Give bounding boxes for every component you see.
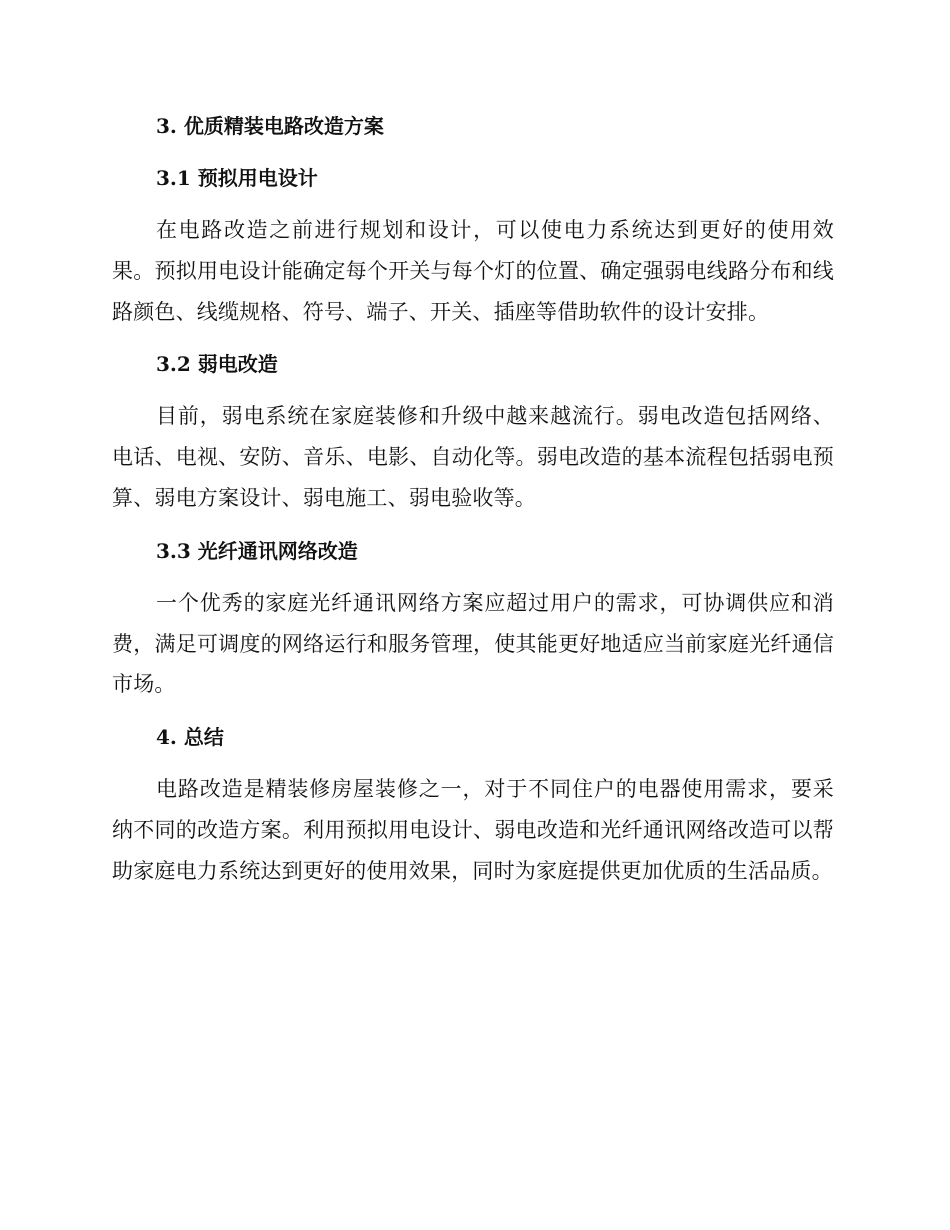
section-paragraph-3-2: 目前，弱电系统在家庭装修和升级中越来越流行。弱电改造包括网络、电话、电视、安防、音乐、电影、自动化等。弱电改造的基本流程包括弱电预算、弱电方案设计、弱电施工、弱电验收等。 <box>112 404 834 510</box>
document-page <box>112 108 834 906</box>
section-heading-3: 3. 优质精装电路改造方案 <box>156 114 384 138</box>
section-paragraph-3-3: 一个优秀的家庭光纤通讯网络方案应超过用户的需求，可协调供应和消费，满足可调度的网络运行和服务管理，使其能更好地适应当前家庭光纤通信市场。 <box>112 590 834 697</box>
section-paragraph-3-1: 在电路改造之前进行规划和设计，可以使电力系统达到更好的使用效果。预拟用电设计能确定每个开关与每个灯的位置、确定强弱电线路分布和线路颜色、线缆规格、符号、端子、开关、插座等借助软件的设计安排。 <box>112 218 834 324</box>
section-heading-4: 4. 总结 <box>156 725 224 750</box>
section-paragraph-4: 电路改造是精装修房屋装修之一，对于不同住户的电器使用需求，要采纳不同的改造方案。利用预拟用电设计、弱电改造和光纤通讯网络改造可以帮助家庭电力系统达到更好的使用效果，同时为家庭提供更加优质的生活品质。 <box>112 777 834 883</box>
section-heading-3-1: 3.1 预拟用电设计 <box>156 166 318 190</box>
section-heading-3-2: 3.2 弱电改造 <box>156 352 278 377</box>
section-heading-3-3: 3.3 光纤通讯网络改造 <box>156 538 358 563</box>
